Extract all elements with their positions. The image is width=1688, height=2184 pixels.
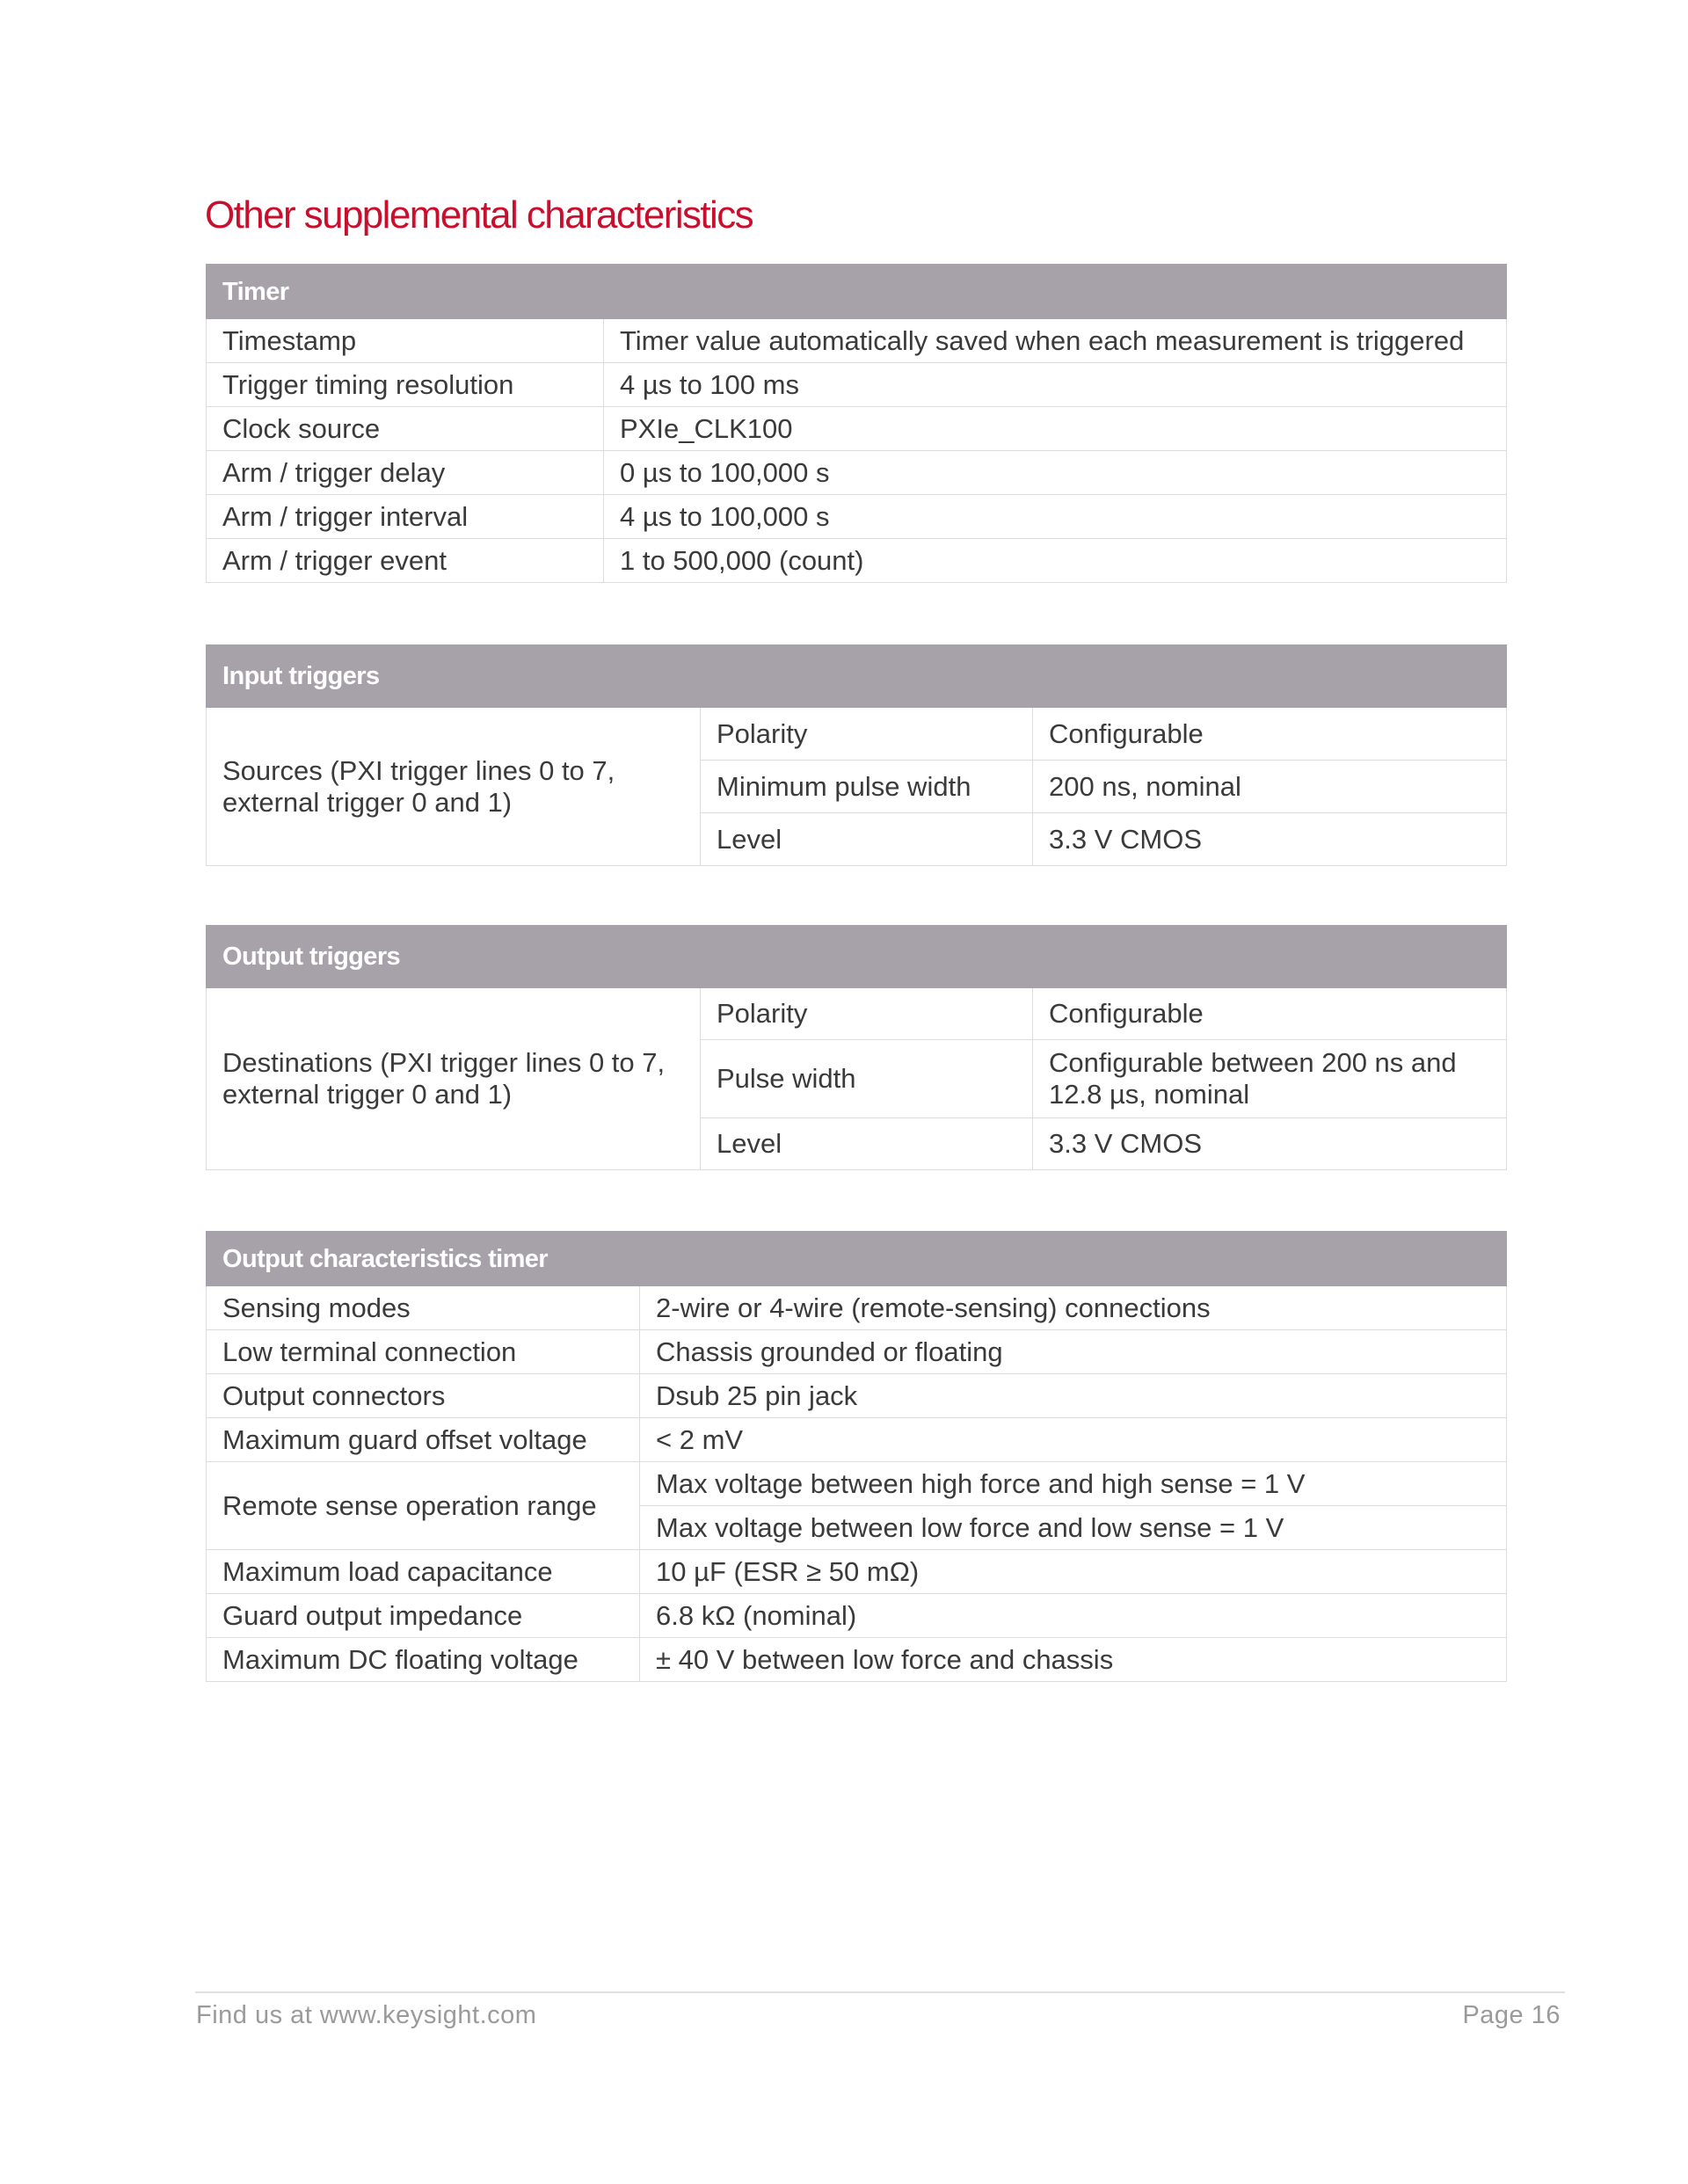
spec-sublabel: Level [701, 1118, 1033, 1170]
spec-label-remote-sense: Remote sense operation range [207, 1462, 640, 1550]
spec-label-destinations: Destinations (PXI trigger lines 0 to 7, external trigger 0 and 1) [207, 988, 701, 1170]
table-row [207, 988, 1507, 1040]
spec-label: Arm / trigger event [207, 539, 604, 583]
timer-table [206, 264, 1507, 583]
output-triggers-table [206, 925, 1507, 1170]
spec-value: 0 µs to 100,000 s [604, 451, 1507, 495]
spec-value: ± 40 V between low force and chassis [640, 1638, 1507, 1682]
table-row [207, 363, 1507, 407]
spec-value: Max voltage between low force and low sense = 1 V [640, 1506, 1507, 1550]
spec-value: 200 ns, nominal [1033, 761, 1507, 813]
spec-value: 4 µs to 100,000 s [604, 495, 1507, 539]
output-characteristics-table [206, 1231, 1507, 1682]
spec-label: Maximum load capacitance [207, 1550, 640, 1594]
spec-sublabel: Polarity [701, 708, 1033, 761]
table-row [207, 495, 1507, 539]
table-row [207, 1418, 1507, 1462]
spec-sublabel: Polarity [701, 988, 1033, 1040]
table-row [207, 539, 1507, 583]
table-row [207, 1374, 1507, 1418]
table-row [207, 1330, 1507, 1374]
table-row [207, 451, 1507, 495]
section-header-timer: Timer [207, 265, 1507, 319]
table-row [207, 1286, 1507, 1330]
spec-label: Maximum DC floating voltage [207, 1638, 640, 1682]
input-triggers-table [206, 644, 1507, 866]
table-header-row [207, 645, 1507, 708]
spec-label: Clock source [207, 407, 604, 451]
spec-label: Arm / trigger delay [207, 451, 604, 495]
spec-label: Guard output impedance [207, 1594, 640, 1638]
table-row [207, 1550, 1507, 1594]
spec-label: Timestamp [207, 319, 604, 363]
spec-sublabel: Minimum pulse width [701, 761, 1033, 813]
spec-label: Arm / trigger interval [207, 495, 604, 539]
footer-page-number: Page 16 [1462, 2001, 1561, 2029]
spec-label: Trigger timing resolution [207, 363, 604, 407]
spec-label: Low terminal connection [207, 1330, 640, 1374]
spec-value: < 2 mV [640, 1418, 1507, 1462]
section-header-output-triggers: Output triggers [207, 926, 1507, 988]
spec-label-sources: Sources (PXI trigger lines 0 to 7, external trigger 0 and 1) [207, 708, 701, 866]
section-header-output-characteristics: Output characteristics timer [207, 1232, 1507, 1286]
spec-value: 4 µs to 100 ms [604, 363, 1507, 407]
spec-value: 6.8 kΩ (nominal) [640, 1594, 1507, 1638]
spec-value: 10 µF (ESR ≥ 50 mΩ) [640, 1550, 1507, 1594]
section-header-input-triggers: Input triggers [207, 645, 1507, 708]
table-row [207, 1462, 1507, 1506]
table-header-row [207, 265, 1507, 319]
spec-value: PXIe_CLK100 [604, 407, 1507, 451]
spec-sublabel: Pulse width [701, 1040, 1033, 1118]
table-row [207, 1638, 1507, 1682]
table-row [207, 708, 1507, 761]
footer-website-link[interactable]: Find us at www.keysight.com [196, 2001, 537, 2029]
spec-sublabel: Level [701, 813, 1033, 866]
spec-value: Timer value automatically saved when each measurement is triggered [604, 319, 1507, 363]
spec-value: Configurable [1033, 708, 1507, 761]
spec-value: 2-wire or 4-wire (remote-sensing) connections [640, 1286, 1507, 1330]
spec-label: Maximum guard offset voltage [207, 1418, 640, 1462]
table-row [207, 1594, 1507, 1638]
spec-value: Configurable between 200 ns and 12.8 µs, nominal [1033, 1040, 1507, 1118]
page-title: Other supplemental characteristics [205, 193, 753, 237]
table-header-row [207, 1232, 1507, 1286]
spec-value: Dsub 25 pin jack [640, 1374, 1507, 1418]
spec-value: Chassis grounded or floating [640, 1330, 1507, 1374]
spec-value: Max voltage between high force and high sense = 1 V [640, 1462, 1507, 1506]
spec-label: Output connectors [207, 1374, 640, 1418]
table-header-row [207, 926, 1507, 988]
footer-divider [195, 1991, 1565, 1993]
spec-label: Sensing modes [207, 1286, 640, 1330]
spec-value: Configurable [1033, 988, 1507, 1040]
spec-value: 3.3 V CMOS [1033, 813, 1507, 866]
spec-value: 1 to 500,000 (count) [604, 539, 1507, 583]
spec-value: 3.3 V CMOS [1033, 1118, 1507, 1170]
table-row [207, 407, 1507, 451]
table-row [207, 319, 1507, 363]
